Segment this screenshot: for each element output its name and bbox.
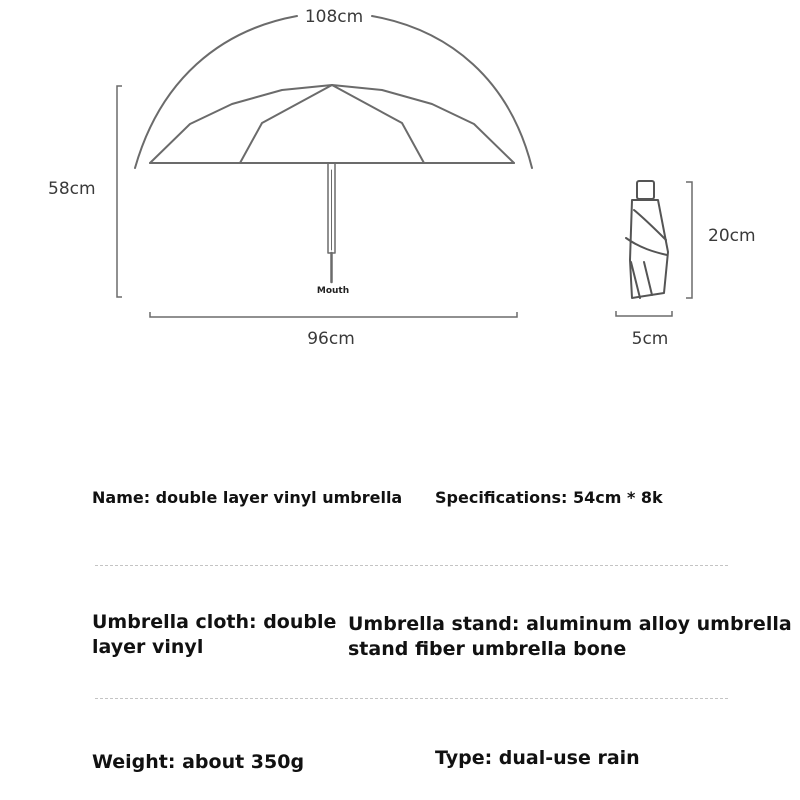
spec-type: Type: dual-use rain [435, 747, 640, 769]
spec-stand [348, 612, 792, 662]
width-dimension-line [150, 312, 517, 317]
open-umbrella-drawing [135, 16, 532, 282]
spec-cloth-line-1: Umbrella cloth: double [92, 611, 337, 633]
folded-width-dimension-line [616, 311, 672, 316]
folded-cap [637, 181, 654, 199]
folded-length-label: 20cm [708, 226, 756, 246]
canopy-panel-left [240, 85, 332, 163]
spec-cloth-line-2: layer vinyl [92, 636, 204, 658]
open-dimension-lines [117, 86, 517, 317]
handle-label: Mouth [316, 286, 350, 296]
height-label: 58cm [48, 179, 96, 199]
spec-name: Name: double layer vinyl umbrella [92, 488, 403, 507]
folded-dimension-lines [616, 182, 692, 316]
canopy-width-label: 96cm [307, 329, 355, 349]
length-dimension-line [686, 182, 692, 298]
height-dimension-line [117, 86, 122, 297]
spec-weight: Weight: about 350g [92, 751, 305, 773]
arc-108-right [372, 16, 532, 168]
folded-fold-4 [644, 262, 652, 295]
spec-stand-line-1: Umbrella stand: aluminum alloy umbrella [348, 613, 792, 635]
spec-stand-line-2: stand fiber umbrella bone [348, 638, 627, 660]
spec-cloth [92, 610, 336, 660]
divider-1 [95, 565, 728, 566]
spec-specifications: Specifications: 54cm * 8k [435, 488, 663, 507]
arc-width-label: 108cm [304, 7, 364, 27]
canopy-outline [150, 85, 514, 163]
folded-umbrella-drawing [626, 181, 668, 298]
divider-2 [95, 698, 728, 699]
canopy-panel-right [332, 85, 424, 163]
folded-width-label: 5cm [631, 329, 669, 349]
folded-fold-2 [626, 238, 667, 255]
